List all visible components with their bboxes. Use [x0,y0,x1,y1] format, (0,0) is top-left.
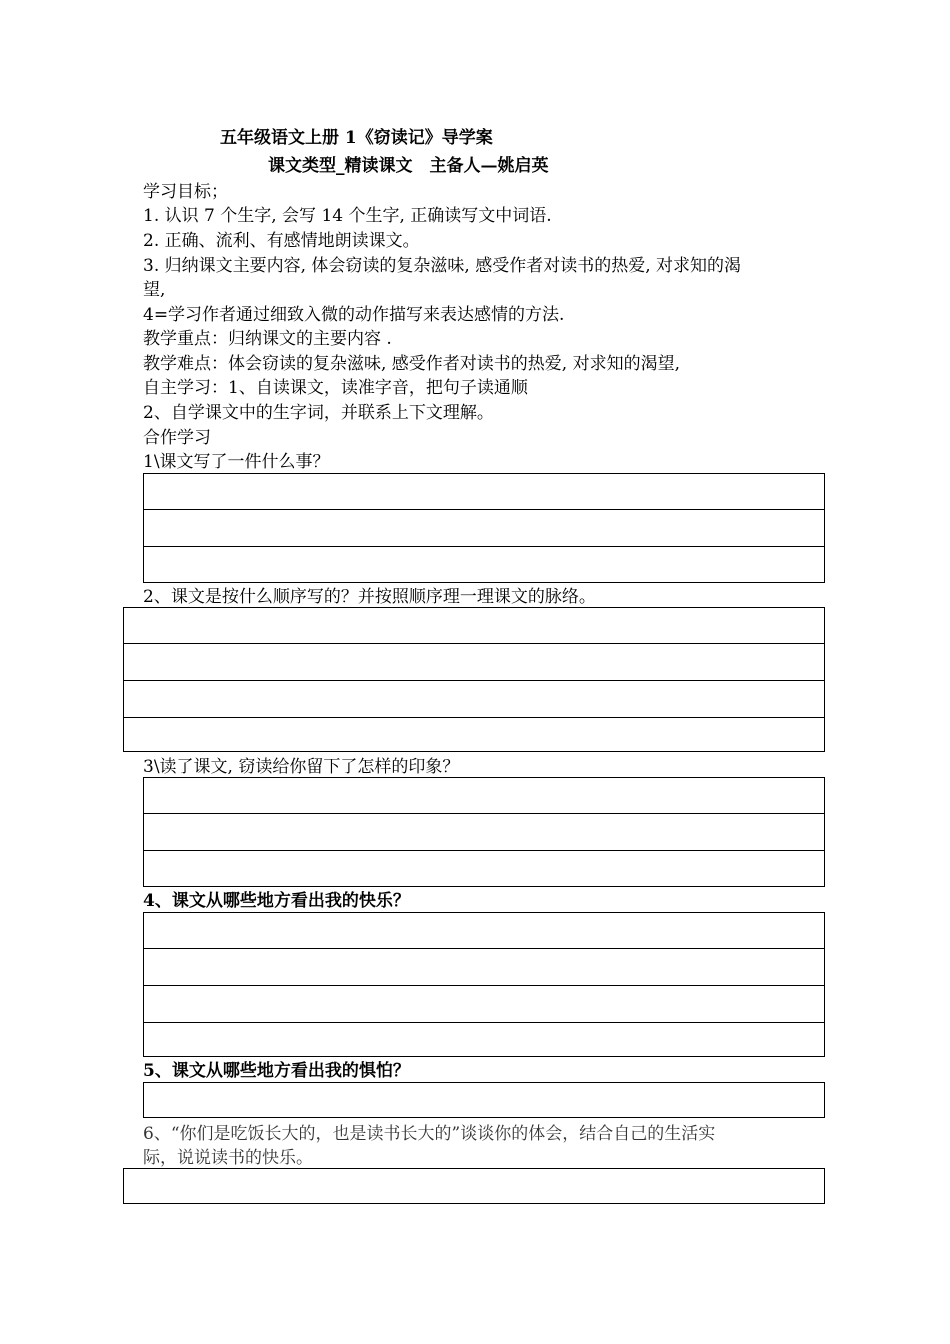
question-6-line1: 6、“你们是吃饭长大的，也是读书长大的”谈谈你的体会，结合自己的生活实 [143,1124,716,1144]
question-4: 4、课文从哪些地方看出我的快乐？ [143,891,410,911]
objectives-heading: 学习目标； [143,182,228,202]
answer-line[interactable] [144,1023,824,1056]
objective-1: 1. 认识 7 个生字, 会写 14 个生字, 正确读写文中词语. [143,206,552,226]
difficult-point: 教学难点：体会窃读的复杂滋味, 感受作者对读书的热爱, 对求知的渴望, [143,354,681,374]
question-1: 1\课文写了一件什么事？ [143,452,330,472]
answer-line[interactable] [144,851,824,886]
answer-box-2[interactable] [123,607,825,752]
page-title: 五年级语文上册 1《窃读记》导学案 [220,128,493,148]
answer-box-6[interactable] [123,1168,825,1204]
objective-2: 2. 正确、流利、有感情地朗读课文。 [143,231,420,251]
answer-line[interactable] [124,644,824,681]
answer-line[interactable] [124,718,824,751]
question-6-line2: 际，说说读书的快乐。 [143,1148,313,1168]
key-point: 教学重点：归纳课文的主要内容 . [143,329,392,349]
answer-line[interactable] [124,681,824,718]
answer-line[interactable] [144,913,824,949]
objective-4: 4=学习作者通过细致入微的动作描写来表达感情的方法. [143,305,565,325]
answer-box-3[interactable] [143,777,825,887]
page-subtitle: 课文类型_精读课文 主备人—姚启英 [268,156,549,176]
question-3: 3\读了课文, 窃读给你留下了怎样的印象？ [143,757,460,777]
answer-line[interactable] [144,510,824,547]
cooperative-heading: 合作学习 [143,428,211,448]
objective-3: 3. 归纳课文主要内容, 体会窃读的复杂滋味, 感受作者对读书的热爱, 对求知的渴 [143,256,742,276]
self-study-1: 自主学习：1、自读课文，读准字音，把句子读通顺 [143,378,528,398]
objective-3-cont: 望, [143,280,166,300]
answer-line[interactable] [144,949,824,986]
answer-line[interactable] [144,547,824,582]
self-study-2: 2、自学课文中的生字词，并联系上下文理解。 [143,403,494,423]
answer-line[interactable] [144,986,824,1023]
answer-line[interactable] [144,778,824,814]
answer-line[interactable] [124,608,824,644]
answer-line[interactable] [144,474,824,510]
question-5: 5、课文从哪些地方看出我的惧怕？ [143,1061,410,1081]
answer-box-5[interactable] [143,1082,825,1118]
answer-line[interactable] [144,814,824,851]
answer-box-1[interactable] [143,473,825,583]
question-2: 2、课文是按什么顺序写的？并按照顺序理一理课文的脉络。 [143,587,596,607]
answer-box-4[interactable] [143,912,825,1057]
